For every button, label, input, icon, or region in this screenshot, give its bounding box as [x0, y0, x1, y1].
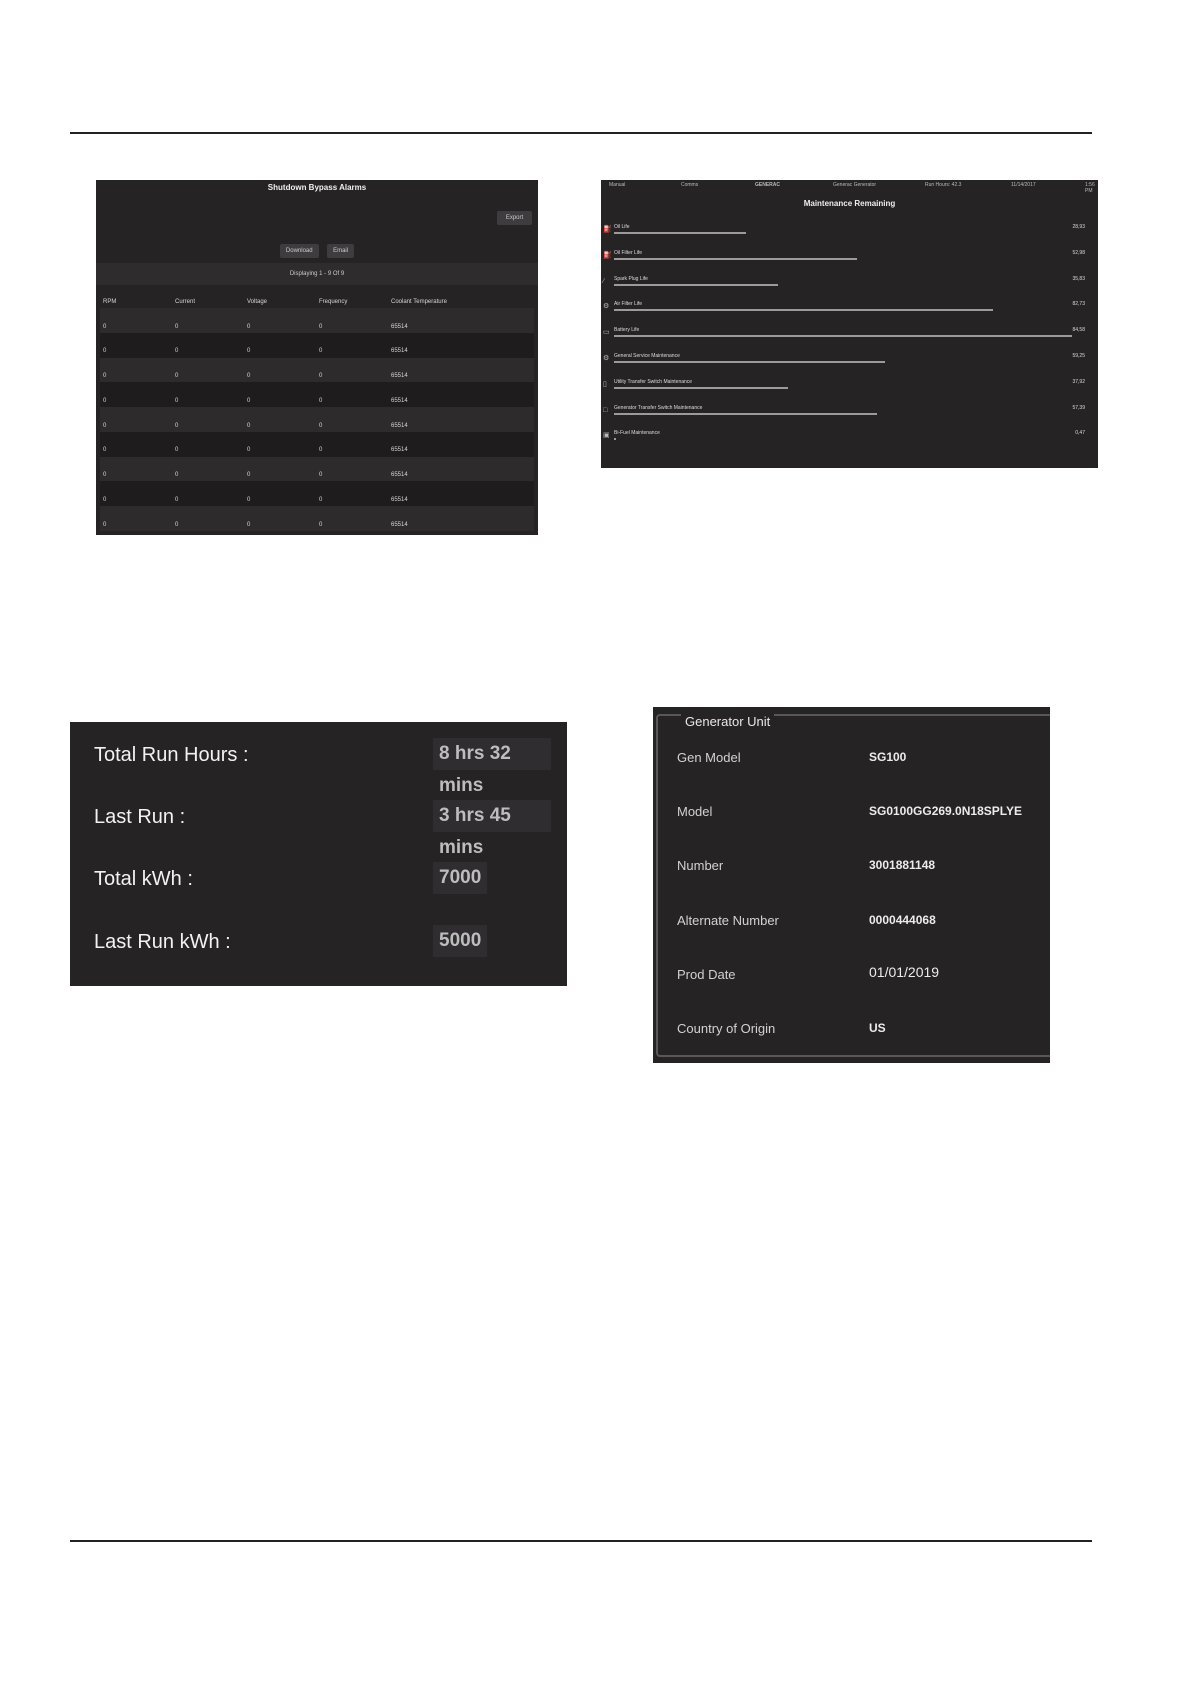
table-cell [244, 358, 316, 370]
last-run-kwh-row [94, 919, 551, 963]
field-label: Number [677, 858, 724, 873]
table-cell [172, 407, 244, 419]
field-value: 3001881148 [869, 858, 936, 872]
table-cell [316, 481, 388, 493]
maintenance-item [601, 222, 1098, 248]
table-cell [388, 506, 534, 518]
table-cell [388, 457, 534, 469]
table-cell: 0 [316, 320, 388, 332]
table-cell: 0 [100, 444, 172, 456]
maintenance-label: Oil Filter Life [614, 249, 643, 256]
progress-fill [614, 413, 877, 415]
field-label: Prod Date [677, 967, 736, 982]
table-cell: 0 [100, 370, 172, 382]
table-cell: 65514 [388, 444, 534, 456]
maintenance-label: Spark Plug Life [614, 275, 648, 282]
table-cell: 65514 [388, 370, 534, 382]
oil-filter-icon: ⛽ [603, 251, 612, 259]
table-cell: 0 [100, 494, 172, 506]
table-cell [100, 506, 172, 518]
panel-title: Shutdown Bypass Alarms [267, 183, 367, 192]
maintenance-label: Oil Life [614, 224, 630, 230]
stat-label: Last Run : [94, 806, 186, 828]
table-row-meta [100, 333, 534, 345]
table-row [100, 370, 534, 382]
fieldset-legend: Generator Unit [681, 714, 774, 729]
maintenance-label: Utility Transfer Switch Maintenance [614, 378, 693, 385]
table-row [100, 519, 534, 531]
progress-fill [614, 258, 857, 260]
stat-label: Total kWh : [94, 868, 193, 890]
table-cell: 0 [172, 519, 244, 531]
progress-track [614, 361, 1072, 363]
export-button[interactable]: Export [497, 211, 532, 225]
column-header: Voltage [247, 299, 268, 305]
field-value: 0000444068 [869, 913, 936, 927]
table-cell [244, 457, 316, 469]
table-row-meta [100, 407, 534, 419]
maintenance-label: General Service Maintenance [614, 352, 680, 359]
column-header: RPM [103, 299, 117, 305]
maintenance-value: 35,83 [1072, 275, 1085, 282]
run-hours: Run Hours: 42.3 [925, 182, 962, 188]
table-header-row [100, 296, 534, 308]
progress-track [614, 284, 1072, 286]
fuel-icon: ▣ [603, 432, 610, 440]
table-cell [316, 308, 388, 320]
table-cell [100, 457, 172, 469]
table-cell: 0 [244, 494, 316, 506]
battery-icon: ▭ [603, 329, 610, 337]
table-cell [172, 457, 244, 469]
table-cell [172, 333, 244, 345]
progress-fill [614, 284, 778, 286]
table-row [100, 444, 534, 456]
table-cell [172, 358, 244, 370]
run-stats-panel [70, 722, 567, 986]
total-kwh-row [94, 856, 551, 900]
table-cell: 0 [244, 345, 316, 357]
table-cell [172, 506, 244, 518]
table-row [100, 395, 534, 407]
table-cell: 0 [172, 494, 244, 506]
table-cell: 0 [100, 469, 172, 481]
number-row [677, 858, 1050, 878]
table-cell: 0 [100, 320, 172, 332]
action-buttons [96, 239, 538, 258]
progress-track [614, 438, 1072, 440]
maintenance-value: 84,58 [1072, 327, 1085, 334]
maintenance-value: 37,92 [1072, 378, 1085, 385]
progress-fill [614, 232, 746, 234]
table-cell: 0 [244, 519, 316, 531]
progress-fill [614, 438, 616, 440]
table-cell: 0 [172, 420, 244, 432]
table-cell: 0 [316, 469, 388, 481]
progress-fill [614, 361, 885, 363]
table-cell: 0 [100, 345, 172, 357]
switch-icon: ▯ [603, 380, 607, 388]
transfer-switch-icon: □ [603, 406, 608, 414]
table-cell [388, 308, 534, 320]
table-cell: 0 [316, 345, 388, 357]
table-cell: 0 [244, 370, 316, 382]
mode-indicator: Manual [609, 182, 626, 188]
table-cell [388, 407, 534, 419]
table-cell: 0 [316, 519, 388, 531]
table-cell [100, 432, 172, 444]
maintenance-value: 28,93 [1072, 224, 1085, 230]
country-of-origin-row [677, 1021, 1050, 1041]
table-row-meta [100, 432, 534, 444]
stat-value: 5000 [433, 925, 487, 957]
total-run-hours-row [94, 732, 551, 796]
table-cell [244, 407, 316, 419]
table-cell: 65514 [388, 469, 534, 481]
table-cell [100, 481, 172, 493]
stat-value: 3 hrs 45 mins [433, 800, 551, 832]
table-cell [244, 308, 316, 320]
table-cell [100, 333, 172, 345]
table-row-meta [100, 358, 534, 370]
column-header: Coolant Temperature [391, 299, 447, 305]
maintenance-value: 52,98 [1072, 249, 1085, 256]
download-button[interactable]: Download [280, 244, 319, 258]
maintenance-item [601, 274, 1098, 300]
bottom-rule [70, 1540, 1092, 1542]
table-cell [244, 432, 316, 444]
maintenance-item [601, 325, 1098, 351]
stat-label: Total Run Hours : [94, 744, 249, 766]
maintenance-item [601, 299, 1098, 325]
table-cell [316, 407, 388, 419]
prod-date-row [677, 964, 1050, 987]
maintenance-value: 57,39 [1072, 404, 1085, 411]
top-rule [70, 132, 1092, 134]
table-cell: 0 [100, 395, 172, 407]
progress-track [614, 335, 1072, 337]
table-cell: 0 [172, 370, 244, 382]
field-value: 01/01/2019 [869, 964, 940, 980]
table-cell [316, 333, 388, 345]
table-cell [316, 432, 388, 444]
table-cell [388, 432, 534, 444]
maintenance-item [601, 351, 1098, 377]
table-row-meta [100, 308, 534, 320]
field-label: Country of Origin [677, 1021, 776, 1036]
table-cell [388, 382, 534, 394]
oil-can-icon: ⛽ [603, 226, 612, 233]
engine-icon: ⚙ [603, 354, 610, 362]
last-run-row [94, 794, 551, 858]
device-name: Generac Generator [833, 182, 877, 188]
date: 11/14/2017 [1011, 182, 1036, 188]
table-cell [244, 506, 316, 518]
table-cell: 0 [316, 494, 388, 506]
table-cell: 0 [172, 395, 244, 407]
table-cell [316, 457, 388, 469]
field-value: US [869, 1021, 886, 1035]
field-label: Gen Model [677, 750, 741, 765]
table-cell [388, 481, 534, 493]
maintenance-item [601, 377, 1098, 403]
table-cell [388, 333, 534, 345]
table-cell [316, 358, 388, 370]
table-cell: 65514 [388, 494, 534, 506]
stat-value: 8 hrs 32 mins [433, 738, 551, 770]
table-cell: 65514 [388, 519, 534, 531]
table-cell: 0 [244, 420, 316, 432]
maintenance-value: 0,47 [1075, 430, 1085, 437]
shutdown-bypass-alarms-panel [96, 180, 538, 535]
table-row [100, 420, 534, 432]
maintenance-value: 59,25 [1072, 352, 1085, 359]
table-cell: 0 [172, 444, 244, 456]
table-row [100, 469, 534, 481]
table-cell: 0 [172, 345, 244, 357]
table-row [100, 345, 534, 357]
table-cell [316, 382, 388, 394]
table-cell [172, 308, 244, 320]
alarms-table [100, 296, 534, 531]
table-cell: 0 [316, 420, 388, 432]
generator-unit-panel [653, 707, 1050, 1063]
status-bar [601, 180, 1098, 194]
column-header: Current [175, 299, 196, 305]
table-cell: 0 [244, 444, 316, 456]
maintenance-item [601, 428, 1098, 454]
table-cell [244, 333, 316, 345]
maintenance-label: Air Filter Life [614, 301, 643, 308]
pagination-status: Displaying 1 - 9 Of 9 [96, 263, 538, 285]
panel-title: Maintenance Remaining [803, 199, 896, 208]
table-cell: 65514 [388, 395, 534, 407]
spark-plug-icon: ∕ [603, 277, 605, 285]
progress-fill [614, 387, 788, 389]
progress-fill [614, 309, 993, 311]
maintenance-value: 82,73 [1072, 301, 1085, 308]
table-cell: 0 [316, 370, 388, 382]
progress-track [614, 413, 1072, 415]
table-cell [172, 432, 244, 444]
table-cell: 0 [172, 320, 244, 332]
progress-track [614, 309, 1072, 311]
table-cell: 0 [244, 469, 316, 481]
table-cell [100, 382, 172, 394]
time: 1:56 PM [1085, 182, 1095, 194]
table-cell: 65514 [388, 345, 534, 357]
table-cell [172, 481, 244, 493]
maintenance-label: Battery Life [614, 327, 640, 334]
maintenance-label: Generator Transfer Switch Maintenance [614, 404, 703, 411]
alternate-number-row [677, 913, 1050, 933]
column-header: Frequency [319, 299, 348, 305]
table-row [100, 494, 534, 506]
table-cell [244, 382, 316, 394]
table-cell [100, 308, 172, 320]
table-row-meta [100, 481, 534, 493]
table-cell: 0 [172, 469, 244, 481]
table-cell: 0 [100, 420, 172, 432]
table-cell [100, 407, 172, 419]
field-value: SG100 [869, 750, 907, 764]
email-button[interactable]: Email [327, 244, 354, 258]
table-cell [100, 358, 172, 370]
progress-track [614, 258, 1072, 260]
model-row [677, 804, 1050, 824]
maintenance-label: Bi-Fuel Maintenance [614, 430, 660, 437]
table-cell: 0 [316, 395, 388, 407]
stat-value: 7000 [433, 862, 487, 894]
table-cell: 0 [100, 519, 172, 531]
field-value: SG0100GG269.0N18SPLYE [869, 804, 1022, 818]
table-row-meta [100, 457, 534, 469]
field-label: Model [677, 804, 713, 819]
progress-track [614, 387, 1072, 389]
table-cell [388, 358, 534, 370]
air-filter-icon: ⚙ [603, 303, 610, 311]
maintenance-item [601, 248, 1098, 274]
table-cell: 65514 [388, 320, 534, 332]
table-cell [316, 506, 388, 518]
field-label: Alternate Number [677, 913, 779, 928]
table-cell: 65514 [388, 420, 534, 432]
brand-logo: GENERAC [755, 182, 781, 188]
maintenance-item [601, 403, 1098, 429]
table-cell: 0 [316, 444, 388, 456]
table-cell [172, 382, 244, 394]
table-row-meta [100, 382, 534, 394]
comms-indicator: Comms [681, 182, 699, 188]
table-cell [244, 481, 316, 493]
table-cell: 0 [244, 320, 316, 332]
table-cell: 0 [244, 395, 316, 407]
table-row [100, 320, 534, 332]
maintenance-remaining-panel [601, 180, 1098, 468]
progress-fill [614, 335, 1072, 337]
progress-track [614, 232, 1072, 234]
table-row-meta [100, 506, 534, 518]
gen-model-row [677, 750, 1050, 770]
stat-label: Last Run kWh : [94, 931, 231, 953]
